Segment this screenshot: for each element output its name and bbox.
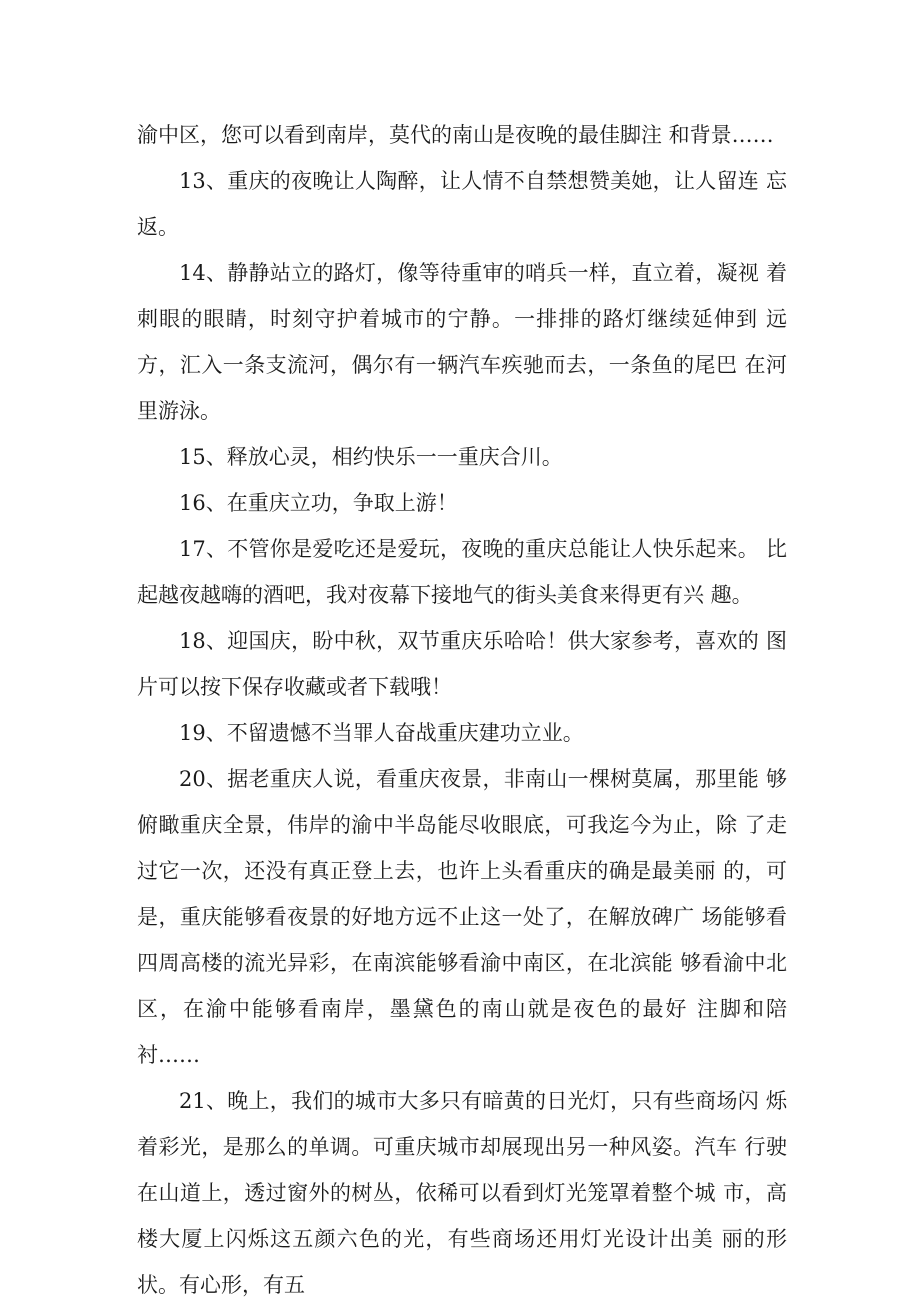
- paragraph-17: 17、不管你是爱吃还是爱玩，夜晚的重庆总能让人快乐起来。 比起越夜越嗨的酒吧，我对夜幕下接地气的街头美食来得更有兴 趣。: [137, 537, 787, 607]
- paragraph-14: 14、静静站立的路灯，像等待重审的哨兵一样，直立着，凝视 着刺眼的眼睛，时刻守护着城市的宁静。一排排的路灯继续延伸到 远方，汇入一条支流河，偶尔有一辆汽车疾驰而去，一条鱼的尾巴 在河里游泳。: [137, 261, 787, 423]
- paragraph-13: 13、重庆的夜晚让人陶醉，让人情不自禁想赞美她，让人留连 忘返。: [137, 169, 787, 239]
- paragraph-continued: 渝中区，您可以看到南岸，莫代的南山是夜晚的最佳脚注 和背景……: [137, 123, 774, 147]
- paragraph-20: 20、据老重庆人说，看重庆夜景，非南山一棵树莫属，那里能 够俯瞰重庆全景，伟岸的渝中半岛能尽收眼底，可我迄今为止，除 了走过它一次，还没有真正登上去，也许上头看重庆的确是最美丽 的，可是，重庆能够看夜景的好地方远不止这一处了，在解放碑广 场能够看四周高楼的流光异彩，在南滨能够看渝中南区，在北滨能 够看渝中北区，在渝中能够看南岸，墨黛色的南山就是夜色的最好 注脚和陪衬……: [137, 767, 787, 1067]
- paragraph-19: 19、不留遗憾不当罪人奋战重庆建功立业。: [179, 721, 584, 745]
- paragraph-18: 18、迎国庆，盼中秋，双节重庆乐哈哈！供大家参考，喜欢的 图片可以按下保存收藏或者下载哦！: [137, 629, 787, 699]
- paragraph-15: 15、释放心灵，相约快乐一一重庆合川。: [179, 445, 563, 469]
- paragraph-21: 21、晚上，我们的城市大多只有暗黄的日光灯，只有些商场闪 烁着彩光，是那么的单调。可重庆城市却展现出另一种风姿。汽车 行驶在山道上，透过窗外的树丛，依稀可以看到灯光笼罩着整个城 市，高楼大厦上闪烁这五颜六色的光，有些商场还用灯光设计出美 丽的形状。有心形，有五: [137, 1089, 787, 1297]
- paragraph-16: 16、在重庆立功，争取上游！: [179, 491, 458, 515]
- document-body: [137, 112, 787, 1308]
